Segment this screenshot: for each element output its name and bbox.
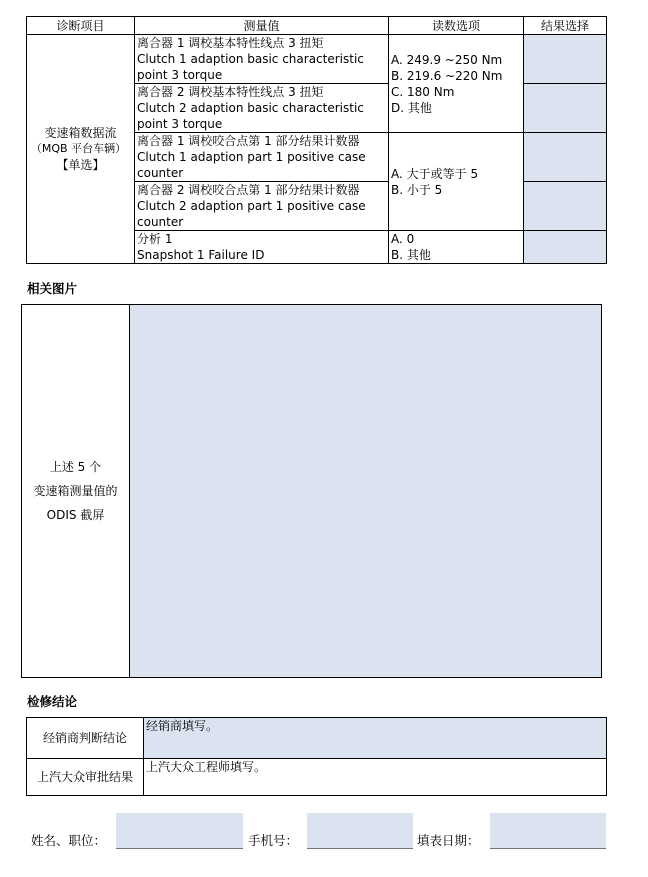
result-input[interactable]	[524, 35, 607, 84]
header-diag-item: 诊断项目	[27, 17, 135, 35]
pictures-label	[22, 305, 130, 678]
options-torque	[389, 35, 524, 133]
diagnosis-table	[26, 16, 607, 264]
phone-input[interactable]	[307, 813, 413, 849]
option: A. 大于或等于 5	[391, 166, 479, 181]
conclusion-title: 检修结论	[27, 694, 78, 709]
measure-cn: 离合器 2 调校咬合点第 1 部分结果计数器	[137, 183, 360, 197]
option: A. 249.9 ~250 Nm	[391, 52, 503, 67]
measure-en: counter	[137, 215, 184, 229]
measure-en: counter	[137, 166, 184, 180]
label-line: ODIS 截屏	[46, 508, 105, 522]
option: B. 219.6 ~220 Nm	[391, 68, 503, 83]
measure-row	[135, 35, 389, 84]
measure-cn: 离合器 1 调校基本特性线点 3 扭矩	[137, 36, 324, 50]
category-line: 变速箱数据流	[44, 126, 117, 140]
header-options: 读数选项	[389, 17, 524, 35]
screenshot-upload-area[interactable]	[130, 305, 602, 678]
measure-row	[135, 84, 389, 133]
option: D. 其他	[391, 100, 432, 115]
result-input[interactable]	[524, 84, 607, 133]
option: B. 小于 5	[391, 182, 443, 197]
measure-en: Clutch 1 adaption part 1 positive case	[137, 150, 366, 164]
result-input[interactable]	[524, 133, 607, 182]
measure-row	[135, 133, 389, 182]
measure-en: point 3 torque	[137, 117, 223, 131]
pictures-table	[21, 304, 602, 678]
name-position-label: 姓名、职位：	[31, 833, 107, 848]
conclusion-table	[26, 717, 607, 796]
category-line: 【单选】	[56, 158, 105, 172]
date-label: 填表日期：	[417, 833, 480, 848]
phone-label: 手机号：	[248, 833, 299, 848]
approval-result-input[interactable]: 上汽大众工程师填写。	[144, 759, 607, 796]
measure-cn: 离合器 2 调校基本特性线点 3 扭矩	[137, 85, 324, 99]
measure-en: Clutch 2 adaption part 1 positive case	[137, 199, 366, 213]
measure-row	[135, 231, 389, 264]
date-input[interactable]	[490, 813, 606, 849]
pictures-title: 相关图片	[27, 281, 78, 296]
category-cell	[27, 35, 135, 264]
options-snapshot	[389, 231, 524, 264]
approval-result-label: 上汽大众审批结果	[27, 759, 144, 796]
option: A. 0	[391, 232, 415, 246]
label-line: 上述 5 个	[49, 460, 102, 474]
name-position-input[interactable]	[116, 813, 243, 849]
option: B. 其他	[391, 248, 431, 262]
header-result: 结果选择	[524, 17, 607, 35]
category-line: （MQB 平台车辆）	[30, 142, 127, 155]
measure-en: Clutch 2 adaption basic characteristic	[137, 101, 364, 115]
measure-en: point 3 torque	[137, 68, 223, 82]
dealer-conclusion-label: 经销商判断结论	[27, 718, 144, 759]
result-input[interactable]	[524, 231, 607, 264]
header-measure: 测量值	[135, 17, 389, 35]
label-line: 变速箱测量值的	[33, 484, 118, 498]
dealer-conclusion-input[interactable]: 经销商填写。	[144, 718, 607, 759]
option: C. 180 Nm	[391, 84, 455, 99]
measure-cn: 离合器 1 调校咬合点第 1 部分结果计数器	[137, 134, 360, 148]
options-counter	[389, 133, 524, 231]
measure-row	[135, 182, 389, 231]
measure-cn: 分析 1	[137, 232, 173, 246]
measure-en: Snapshot 1 Failure ID	[137, 248, 265, 262]
measure-en: Clutch 1 adaption basic characteristic	[137, 52, 364, 66]
result-input[interactable]	[524, 182, 607, 231]
